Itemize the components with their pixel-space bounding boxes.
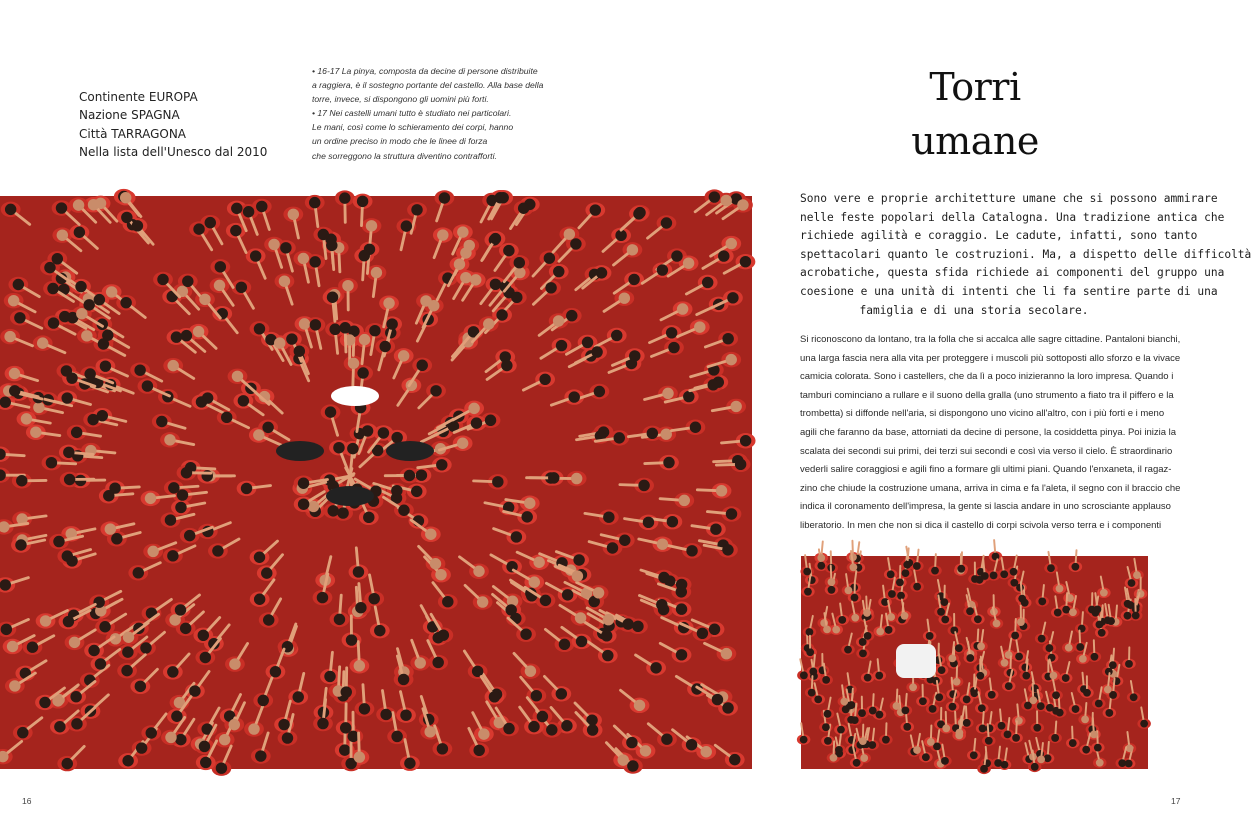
body-line: agili che faranno da base, attorniati da decine di persone, la cosiddetta pinya. Poi inizia la bbox=[800, 426, 1177, 438]
caption-line: • 16-17 La pinya, composta da decine di persone distribuite bbox=[312, 66, 538, 76]
caption-line: un ordine preciso in modo che le linee di forza bbox=[312, 136, 488, 147]
body-line: Si riconoscono da lontano, tra la folla che si accalca alle sagre cittadine. Pantaloni bianchi, bbox=[800, 334, 1181, 345]
body-line: scalata dei secondi sui primi, dei terzi sui secondi e così via verso il cielo. È straordinario bbox=[800, 445, 1173, 457]
body-line: camicia colorata. Sono i castellers, che da lì a poco inizieranno la loro impresa. Quando i bbox=[800, 371, 1174, 383]
caption-line: Le mani, così come lo schieramento dei corpi, hanno bbox=[312, 122, 514, 133]
body-line: tamburi cominciano a rullare e il suono della gralla (uno strumento a fiato tra il piffero e la bbox=[800, 389, 1174, 401]
intro-line: Sono vere e proprie architetture umane che si possono ammirare bbox=[800, 192, 1218, 205]
crowd-illustration bbox=[0, 196, 752, 769]
photo-caption bbox=[312, 64, 562, 163]
info-city: Città TARRAGONA bbox=[79, 126, 187, 141]
title-line: umane bbox=[911, 119, 1039, 163]
intro-line: acrobatiche, questa sfida richiede ai componenti del gruppo una bbox=[800, 266, 1225, 280]
body-line: indica il coronamento dell'impresa, la gente si lascia andare in uno scrosciante applauso bbox=[800, 501, 1171, 513]
main-photo-human-tower bbox=[0, 196, 752, 769]
info-unesco: Nella lista dell'Unesco dal 2010 bbox=[79, 144, 268, 159]
caption-line: a raggiera, è il sostegno portante del castello. Alla base della bbox=[312, 80, 544, 91]
intro-line: famiglia e di una storia secolare. bbox=[859, 303, 1089, 317]
intro-line: nelle feste popolari della Catalogna. Una tradizione antica che bbox=[800, 210, 1225, 224]
intro-line: spettacolari quanto le costruzioni. Ma, a dispetto delle difficoltà bbox=[800, 247, 1251, 261]
title-line: Torri bbox=[929, 65, 1021, 109]
info-nation: Nazione SPAGNA bbox=[79, 108, 180, 123]
page-title bbox=[870, 60, 1080, 168]
info-continent: Continente EUROPA bbox=[79, 90, 198, 104]
page-number-right: 17 bbox=[1171, 796, 1181, 806]
body-line: una larga fascia nera alla vita per proteggere i muscoli più sottoposti allo sforzo e la vivace bbox=[800, 352, 1181, 364]
body-line: zino che chiude la costruzione umana, arriva in cima e fa l'aleta, il segno con il braccio che bbox=[800, 482, 1181, 494]
body-line: trombetta) si diffonde nell'aria, si dispongono uno vicino all'altro, con i più forti e i meno bbox=[800, 408, 1165, 420]
intro-line: coesione e una unità di intenti che li fa sentire parte di una bbox=[800, 284, 1218, 298]
body-line: liberatorio. In men che non si dica il castello di corpi scivola verso terra e i componenti bbox=[800, 519, 1162, 531]
intro-paragraph bbox=[800, 190, 1251, 320]
body-text bbox=[800, 331, 1181, 536]
caption-line: torre, invece, si dispongono gli uomini più forti. bbox=[312, 94, 489, 105]
crowd-illustration-small bbox=[801, 556, 1148, 769]
caption-line: • 17 Nei castelli umani tutto è studiato nei particolari. bbox=[312, 108, 512, 119]
body-line: vederli salire coraggiosi e agili fino a formare gli ultimi piani. Quando l'enxaneta, il ragaz- bbox=[800, 464, 1172, 476]
location-info bbox=[79, 88, 279, 161]
intro-line: richiede agilità e coraggio. Le cadute, infatti, sono tanto bbox=[800, 229, 1198, 243]
caption-line: che sorreggono la struttura diventino contrafforti. bbox=[312, 150, 497, 161]
secondary-photo-human-tower bbox=[801, 556, 1148, 769]
page-number-left: 16 bbox=[22, 796, 32, 806]
